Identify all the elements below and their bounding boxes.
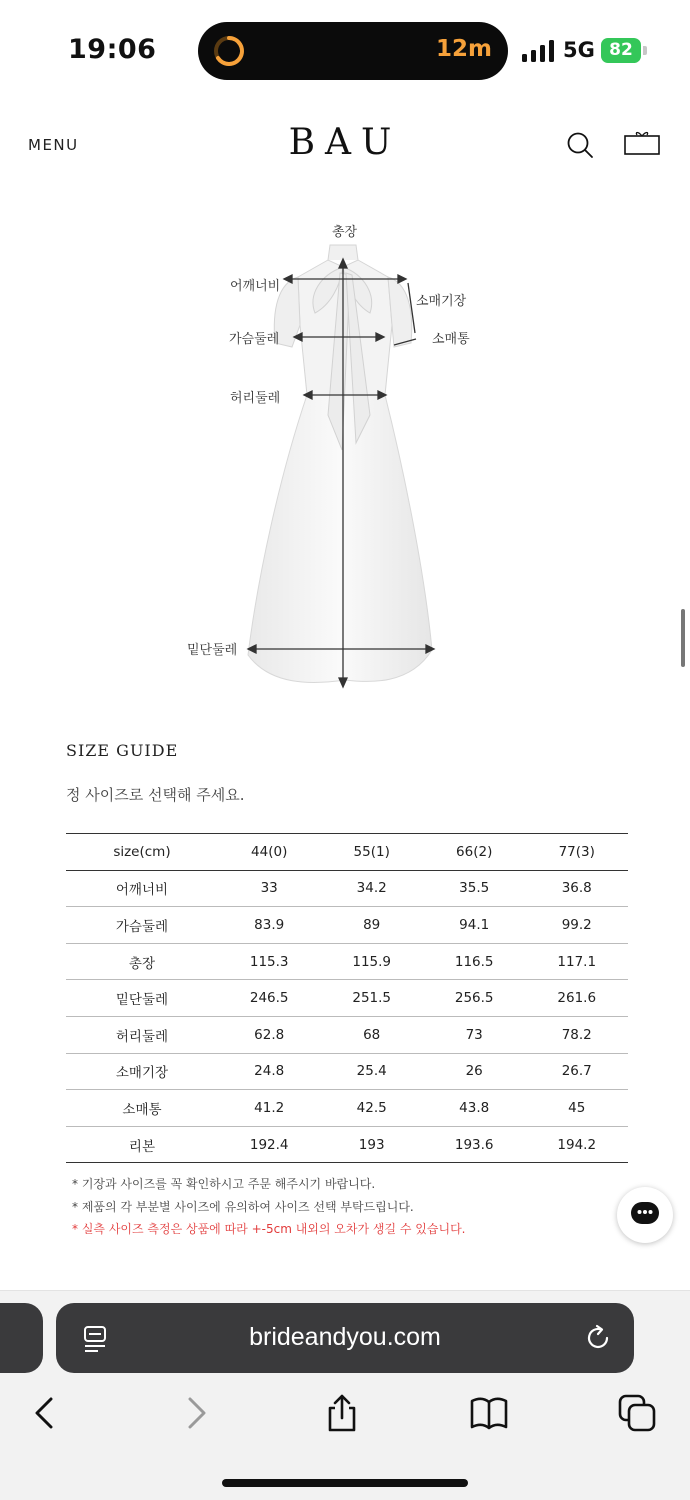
value-cell: 261.6 [525, 980, 628, 1017]
value-cell: 94.1 [423, 907, 526, 944]
value-cell: 246.5 [218, 980, 321, 1017]
table-row [66, 907, 628, 944]
url-text[interactable]: brideandyou.com [249, 1323, 441, 1351]
value-cell: 117.1 [525, 943, 628, 980]
label-hem: 밑단둘레 [187, 643, 238, 658]
chat-dots [637, 1209, 653, 1215]
label-sleeve-length: 소매기장 [416, 294, 467, 309]
table-row [66, 1016, 628, 1053]
table-row [66, 870, 628, 907]
value-cell: 36.8 [525, 870, 628, 907]
value-cell: 115.3 [218, 943, 321, 980]
label-chest: 가슴둘레 [229, 332, 280, 347]
timer-icon [212, 34, 246, 68]
tabs-icon[interactable] [617, 1393, 657, 1433]
label-waist: 허리둘레 [230, 391, 281, 406]
value-cell: 116.5 [423, 943, 526, 980]
header-cell: 66(2) [423, 834, 526, 871]
dress-illustration [180, 215, 500, 695]
table-row [66, 1126, 628, 1163]
value-cell: 45 [525, 1090, 628, 1127]
size-notes [72, 1173, 465, 1241]
size-table [66, 833, 628, 1163]
value-cell: 193.6 [423, 1126, 526, 1163]
bookmarks-icon[interactable] [469, 1393, 509, 1433]
status-time: 19:06 [68, 34, 157, 65]
row-label-cell: 어깨너비 [66, 870, 218, 907]
back-icon[interactable] [25, 1393, 65, 1433]
value-cell: 25.4 [320, 1053, 423, 1090]
status-bar [0, 0, 690, 100]
table-row [66, 980, 628, 1017]
search-icon[interactable] [566, 131, 594, 159]
home-indicator[interactable] [222, 1479, 468, 1487]
reload-icon[interactable] [584, 1324, 612, 1352]
browser-toolbar [0, 1290, 690, 1500]
battery-level: 82 [601, 38, 641, 63]
value-cell: 73 [423, 1016, 526, 1053]
chat-button[interactable] [617, 1187, 673, 1243]
forward-icon[interactable] [176, 1393, 216, 1433]
table-row [66, 1090, 628, 1127]
previous-tab-preview[interactable] [0, 1303, 43, 1373]
row-label-cell: 총장 [66, 943, 218, 980]
shopping-bag-icon[interactable] [623, 130, 661, 156]
size-guide-subtitle: 정 사이즈로 선택해 주세요. [66, 786, 245, 804]
dress-measurement-diagram [180, 215, 500, 695]
share-icon[interactable] [322, 1393, 362, 1433]
table-header-row [66, 834, 628, 871]
value-cell: 251.5 [320, 980, 423, 1017]
value-cell: 192.4 [218, 1126, 321, 1163]
header-cell: 77(3) [525, 834, 628, 871]
value-cell: 26 [423, 1053, 526, 1090]
site-logo[interactable]: BAU [288, 122, 402, 163]
network-type: 5G [563, 38, 595, 62]
note-item: * 제품의 각 부분별 사이즈에 유의하여 사이즈 선택 부탁드립니다. [72, 1199, 414, 1214]
scrollbar-thumb[interactable] [681, 609, 685, 667]
value-cell: 42.5 [320, 1090, 423, 1127]
value-cell: 43.8 [423, 1090, 526, 1127]
value-cell: 41.2 [218, 1090, 321, 1127]
value-cell: 193 [320, 1126, 423, 1163]
header-cell: size(cm) [66, 834, 218, 871]
value-cell: 78.2 [525, 1016, 628, 1053]
label-sleeve-width: 소매통 [432, 332, 470, 347]
row-label-cell: 밑단둘레 [66, 980, 218, 1017]
site-header [0, 100, 690, 190]
size-guide-title: SIZE GUIDE [66, 741, 179, 760]
row-label-cell: 소매통 [66, 1090, 218, 1127]
dynamic-island[interactable] [198, 22, 508, 80]
row-label-cell: 소매기장 [66, 1053, 218, 1090]
value-cell: 33 [218, 870, 321, 907]
label-shoulder: 어깨너비 [230, 279, 281, 294]
value-cell: 24.8 [218, 1053, 321, 1090]
note-warning: * 실측 사이즈 측정은 상품에 따라 +-5cm 내외의 오차가 생길 수 있습니다. [72, 1222, 466, 1236]
menu-button[interactable]: MENU [28, 136, 79, 154]
note-item: * 기장과 사이즈를 꼭 확인하시고 주문 해주시기 바랍니다. [72, 1177, 376, 1191]
label-total-length: 총장 [332, 225, 358, 240]
timer-remaining: 12m [436, 36, 492, 62]
value-cell: 68 [320, 1016, 423, 1053]
value-cell: 194.2 [525, 1126, 628, 1163]
value-cell: 83.9 [218, 907, 321, 944]
value-cell: 89 [320, 907, 423, 944]
value-cell: 256.5 [423, 980, 526, 1017]
value-cell: 35.5 [423, 870, 526, 907]
value-cell: 34.2 [320, 870, 423, 907]
row-label-cell: 허리둘레 [66, 1016, 218, 1053]
cellular-signal-icon [522, 40, 556, 62]
header-cell: 44(0) [218, 834, 321, 871]
row-label-cell: 가슴둘레 [66, 907, 218, 944]
value-cell: 115.9 [320, 943, 423, 980]
value-cell: 26.7 [525, 1053, 628, 1090]
table-row [66, 1053, 628, 1090]
value-cell: 62.8 [218, 1016, 321, 1053]
header-cell: 55(1) [320, 834, 423, 871]
value-cell: 99.2 [525, 907, 628, 944]
battery-nub [643, 46, 647, 55]
address-bar[interactable] [56, 1303, 634, 1373]
row-label-cell: 리본 [66, 1126, 218, 1163]
table-row [66, 943, 628, 980]
